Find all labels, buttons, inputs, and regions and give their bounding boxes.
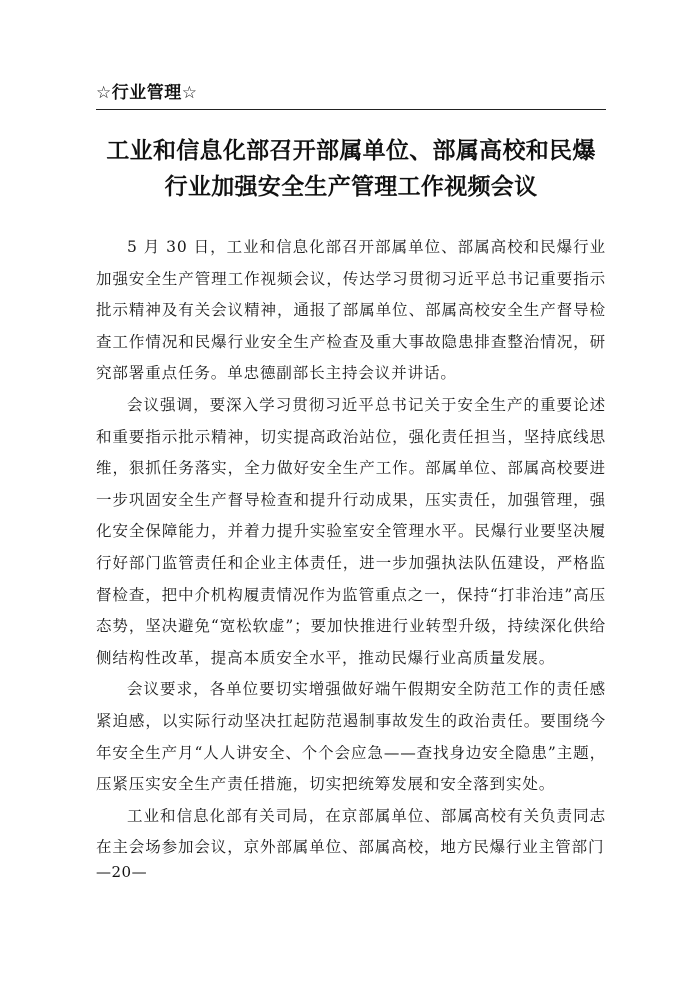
- paragraph-1: 5 月 30 日，工业和信息化部召开部属单位、部属高校和民爆行业加强安全生产管理工作视频会议，传达学习贯彻习近平总书记重要指示批示精神及有关会议精神，通报了部属单位、部属高校安全生产督导检查工作情况和民爆行业安全生产检查及重大事故隐患排查整治情况，研究部署重点任务。单忠德副部长主持会议并讲话。: [96, 238, 606, 383]
- title-line-1: 工业和信息化部召开部属单位、部属高校和民爆: [106, 137, 596, 164]
- section-header: ☆行业管理☆: [96, 83, 198, 103]
- paragraph-4: 工业和信息化部有关司局，在京部属单位、部属高校有关负责同志在主会场参加会议，京外部属单位、部属高校，地方民爆行业主管部门: [96, 806, 606, 857]
- paragraph-2: 会议强调，要深入学习贯彻习近平总书记关于安全生产的重要论述和重要指示批示精神，切实提高政治站位，强化责任担当，坚持底线思维，狠抓任务落实，全力做好安全生产工作。部属单位、部属高校要进一步巩固安全生产督导检查和提升行动成果，压实责任，加强管理，强化安全保障能力，并着力提升实验室安全管理水平。民爆行业要坚决履行好部门监管责任和企业主体责任，进一步加强执法队伍建设，严格监督检查，把中介机构履责情况作为监管重点之一，保持“打非治违”高压态势，坚决避免“宽松软虚”；要加快推进行业转型升级，持续深化供给侧结构性改革，提高本质安全水平，推动民爆行业高质量发展。: [96, 395, 606, 667]
- header-divider: [96, 109, 606, 110]
- article-body: [96, 232, 606, 864]
- article-title: [96, 133, 606, 205]
- paragraph-3: 会议要求，各单位要切实增强做好端午假期安全防范工作的责任感紧迫感，以实际行动坚决扛起防范遏制事故发生的政治责任。要围绕今年安全生产月“人人讲安全、个个会应急——查找身边安全隐患”主题，压紧压实安全生产责任措施，切实把统筹发展和安全落到实处。: [96, 680, 606, 794]
- page-number: —20—: [96, 863, 148, 881]
- title-line-2: 行业加强安全生产管理工作视频会议: [164, 173, 538, 200]
